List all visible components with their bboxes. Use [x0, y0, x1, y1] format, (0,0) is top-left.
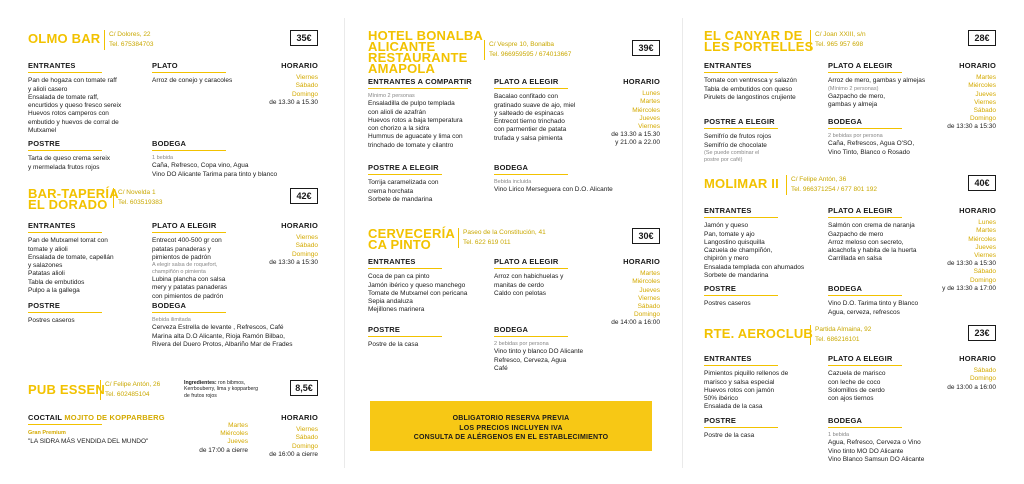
- restaurant-name: CERVECERÍA CA PINTO: [368, 226, 456, 252]
- restaurant-aeroclub: [704, 325, 996, 463]
- plato-section: PLATO A ELEGIR Salmón con crema de naranja Gazpacho de mero Arroz meloso con secreto, alcachofa y habita de la huerta Carrillada en salsa: [828, 206, 917, 263]
- bodega-section: BODEGA 1 bebida Agua, Refresco, Cerveza o Vino Vino tinto MO DO Alicante Vino Blanco Samsun DO Alicante: [828, 416, 925, 463]
- horario-section: HORARIO Lunes Martes Miércoles Jueves Viernes de 13.30 a 15.30 y 21.00 a 22.00: [611, 77, 660, 147]
- restaurant-name: EL CANYAR DE LES PORTELLES: [704, 28, 814, 54]
- restaurant-name: BAR-TAPERÍA EL DORADO: [28, 186, 119, 212]
- restaurant-name: OLMO BAR: [28, 31, 101, 46]
- coctail-section: COCTAIL MOJITO DE KOPPARBERG Gran Premium "LA SIDRA MÁS VENDIDA DEL MUNDO": [28, 413, 165, 445]
- restaurant-contact: C/ Joan XXIII, s/n Tel. 965 957 698: [810, 30, 866, 50]
- horario-section: HORARIO Martes Miércoles Jueves Viernes Sábado Domingo de 13:30 a 15:30: [947, 61, 996, 131]
- entrantes-section: ENTRANTES Jamón y queso Pan, tomate y ajo Langostino quisquilla Cazuela de champiñón, chipirón y mero Ensalada templada con ahumados Sorbete de mandarina: [704, 206, 805, 280]
- postre-section: POSTRE Postres caseros: [28, 302, 102, 326]
- price-badge: 30€: [632, 228, 660, 244]
- price-badge: 8,5€: [290, 380, 318, 396]
- price-badge: 35€: [290, 30, 318, 46]
- restaurant-name: RTE. AEROCLUB: [704, 326, 814, 341]
- plato-section: PLATO A ELEGIR Cazuela de marisco con leche de coco Solomillos de cerdo con ajos tiernos: [828, 355, 902, 403]
- postre-section: POSTRE Tarta de queso crema sereix y mermelada frutos rojos: [28, 139, 111, 171]
- restaurant-hotel-bonalba: [368, 28, 660, 203]
- restaurant-contact: Paseo de la Constitución, 41 Tel. 622 619 011: [458, 228, 546, 248]
- horario-section: HORARIO Viernes Sábado Domingo de 13:30 a 15:30: [269, 221, 318, 266]
- postre-section: POSTRE Postre de la casa: [368, 326, 442, 350]
- price-badge: 28€: [968, 30, 996, 46]
- restaurant-el-canyar: [704, 28, 996, 163]
- horario-section: HORARIO Viernes Sábado Domingo de 13.30 a 15.30: [269, 61, 318, 106]
- postre-section: POSTRE A ELEGIR Semifrío de frutos rojos Semifrío de chocolate (Se puede combinar el postre por café): [704, 118, 778, 164]
- horario-section-weekend: HORARIO Viernes Sábado Domingo de 16:00 a cierre: [269, 413, 318, 458]
- price-badge: 42€: [290, 188, 318, 204]
- postre-section: POSTRE Postre de la casa: [704, 417, 778, 441]
- plato-section: PLATO A ELEGIR Bacalao confitado con gratinado suave de ajo, miel y salteado de espinacas Entrecot tierno trinchado con parmentier de patata trufada y salsa pimienta: [494, 77, 576, 142]
- restaurant-ca-pinto: [368, 226, 660, 372]
- entrantes-section: ENTRANTES Tomate con ventresca y salazón Tabla de embutidos con queso Pirulets de langostinos crujiente: [704, 61, 797, 101]
- price-badge: 40€: [968, 175, 996, 191]
- restaurant-contact: C/ Novelda 1 Tel. 603519383: [113, 188, 162, 208]
- column-divider: [344, 18, 345, 468]
- column-left: [28, 0, 318, 484]
- restaurant-contact: C/ Felipe Antón, 26 Tel. 602485104: [100, 380, 160, 400]
- ingredients-note: Ingredientes: ron bibmos, Kerrbouberry, lima y kopparberg de frutos rojos: [184, 380, 259, 399]
- column-divider: [682, 18, 683, 468]
- horario-section-weekday: Martes Miércoles Jueves de 17:00 a cierre: [199, 422, 248, 454]
- restaurant-contact: C/ Felipe Antón, 36 Tel. 966371254 / 677 801 192: [786, 175, 877, 195]
- horario-section: HORARIO Martes Miércoles Jueves Viernes Sábado Domingo de 14:00 a 16:00: [611, 257, 660, 327]
- entrantes-section: ENTRANTES Pan de hogaza con tomate raff y alioli casero Ensalada de tomate raff, encurtidos y queso fresco sereix Huevos rotos camperos con embutido y huevos de corral de Mutxamel: [28, 61, 122, 135]
- plato-section: PLATO Arroz de conejo y caracoles: [152, 61, 233, 85]
- restaurant-pub-essen: [28, 380, 318, 458]
- column-right: [704, 0, 996, 484]
- plato-section: PLATO A ELEGIR Arroz con habichuelas y manitas de cerdo Caldo con pelotas: [494, 258, 568, 298]
- entrantes-section: ENTRANTES Pimientos piquillo rellenos de marisco y salsa especial Huevos rotos con jamón 50% ibérico Ensalada de la casa: [704, 354, 789, 411]
- postre-section: POSTRE A ELEGIR Torrija caramelizada con crema horchata Sorbete de mandarina: [368, 164, 442, 204]
- restaurant-contact: Partida Almaina, 92 Tel. 686216101: [810, 325, 871, 345]
- plato-section: PLATO A ELEGIR Entrecot 400-500 gr con patatas panaderas y pimientos de padrón A elegir salsa de roquefort, champiñón o pimienta Lubina plancha con salsa mery y patatas panaderas con pimientos de padrón: [152, 221, 228, 300]
- restaurant-contact: C/ Vespre 10, Bonalba Tel. 966959595 / 674013667: [484, 40, 571, 60]
- bodega-section: BODEGA Bebida incluida Vino Lirico Merseguera con D.O. Alicante: [494, 163, 613, 194]
- entrantes-section: ENTRANTES Pan de Mutxamel torrat con tomate y alioli Ensalada de tomate, capellán y salazones Patatas alioli Tabla de embutidos Pulpo a la gallega: [28, 221, 114, 295]
- entrantes-section: ENTRANTES Coca de pan ca pinto Jamón ibérico y queso manchego Tomate de Mutxamel con pericana Sepia andaluza Mejillones marinera: [368, 257, 468, 314]
- restaurant-el-dorado: [28, 186, 318, 348]
- price-badge: 23€: [968, 325, 996, 341]
- bodega-section: BODEGA 1 bebida Caña, Refresco, Copa vino, Agua Vino DO Alicante Tarima para tinto y blanco: [152, 139, 278, 178]
- restaurant-olmo-bar: [28, 30, 318, 178]
- restaurant-name: MOLIMAR II: [704, 176, 779, 191]
- postre-section: POSTRE Postres caseros: [704, 285, 778, 309]
- bodega-section: BODEGA 2 bebidas por persona Caña, Refrescos, Agua O'SO, Vino Tinto, Blanco o Rosado: [828, 117, 915, 156]
- restaurant-name: PUB ESSEN: [28, 382, 105, 397]
- bodega-section: BODEGA 2 bebidas por persona Vino tinto y blanco DO Alicante Refresco, Cerveza, Agua Café: [494, 325, 584, 372]
- reservation-notice-banner: OBLIGATORIO RESERVA PREVIA LOS PRECIOS INCLUYEN IVA CONSULTA DE ALÉRGENOS EN EL ESTABLECIMIENTO: [370, 401, 652, 451]
- horario-section: HORARIO Lunes Martes Miércoles Jueves Viernes de 13:30 a 15:30 Sábado Domingo y de 13:30 a 17:00: [942, 206, 996, 292]
- bodega-section: BODEGA Vino D.O. Tarima tinto y Blanco Agua, cerveza, refrescos: [828, 284, 919, 316]
- restaurant-contact: C/ Dolores, 22 Tel. 675384703: [104, 30, 153, 50]
- restaurant-molimar-ii: [704, 175, 996, 316]
- plato-section: PLATO A ELEGIR Arroz de mero, gambas y almejas (Mínimo 2 personas) Gazpacho de mero, gambas y almeja: [828, 61, 926, 108]
- entrantes-section: ENTRANTES A COMPARTIR Mínimo 2 personas Ensaladilla de pulpo templada con alioli de azafrán Huevos rotos a baja temperatura con chorizo a la sidra Hummus de aguacate y lima con trinchado de tomate y cilantro: [368, 77, 472, 149]
- restaurant-name: HOTEL BONALBA ALICANTE RESTAURANTE AMAPOLA: [368, 28, 484, 76]
- horario-section: HORARIO Sábado Domingo de 13:00 a 16:00: [947, 354, 996, 391]
- bodega-section: BODEGA Bebida ilimitada Cerveza Estrella de levante , Refrescos, Café Marina alta D.O Alicante, Rioja Ramón Bilbao, Rivera del Duero Protos, Albariño Mar de Frades: [152, 301, 293, 348]
- price-badge: 39€: [632, 40, 660, 56]
